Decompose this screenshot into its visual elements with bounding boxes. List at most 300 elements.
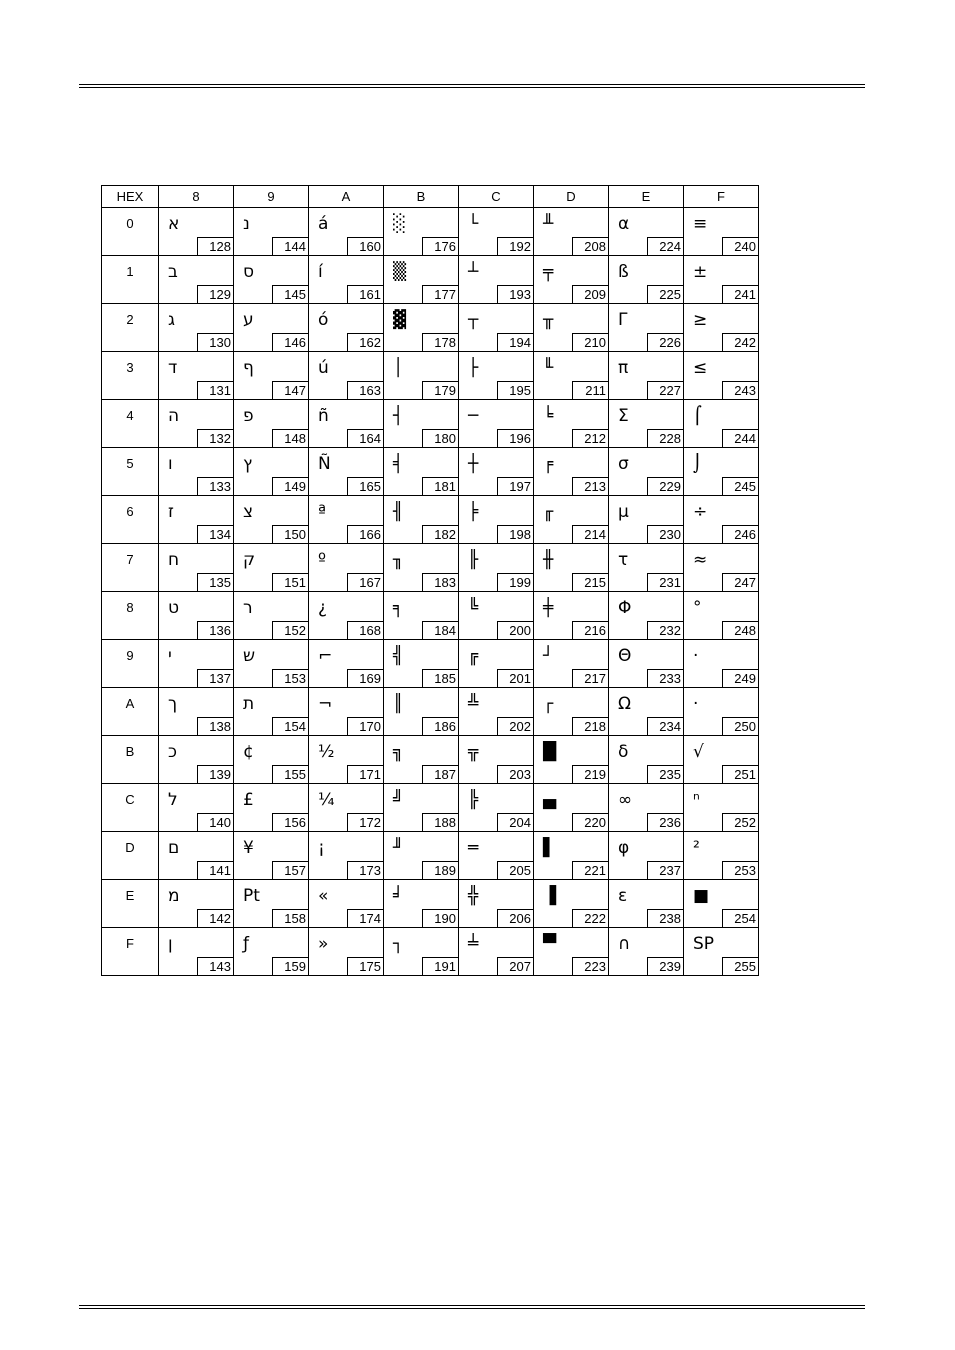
char-cell [459,256,534,304]
char-code: 176 [422,237,459,256]
char-cell [534,208,609,256]
char-symbol: ° [693,598,702,618]
table-row [102,496,759,544]
char-cell [384,544,459,592]
char-code: 255 [722,957,759,976]
char-cell [384,304,459,352]
char-code: 213 [572,477,609,496]
char-cell [159,640,234,688]
row-hex-text: F [126,936,134,951]
char-cell [459,208,534,256]
char-symbol: Σ [618,406,629,426]
char-symbol: ó [318,310,329,330]
char-symbol: ┌ [543,694,554,714]
char-symbol: ם [168,838,180,858]
char-symbol: █ [543,742,557,762]
char-code: 251 [722,765,759,784]
char-cell [534,352,609,400]
char-symbol: µ [618,502,629,522]
table-row [102,400,759,448]
char-symbol: ε [618,886,628,906]
char-symbol: א [168,214,180,234]
char-symbol: ├ [468,358,479,378]
char-code: 225 [647,285,684,304]
row-hex-label [102,256,159,304]
char-symbol: Pt [243,886,260,906]
char-cell [384,736,459,784]
char-code: 216 [572,621,609,640]
char-symbol: ה [168,406,180,426]
char-cell [609,400,684,448]
char-cell [384,880,459,928]
char-code: 129 [197,285,234,304]
char-code: 177 [422,285,459,304]
char-symbol: ף [243,358,254,378]
char-cell [384,208,459,256]
char-code: 226 [647,333,684,352]
char-cell [234,544,309,592]
row-hex-text: D [125,840,135,855]
char-code: 151 [272,573,309,592]
char-cell [234,736,309,784]
char-cell [459,688,534,736]
char-symbol: ╟ [468,550,479,570]
char-cell [609,592,684,640]
char-code: 242 [722,333,759,352]
char-cell [609,640,684,688]
char-symbol: ב [168,262,178,282]
char-code: 165 [347,477,384,496]
char-cell [159,304,234,352]
char-code: 189 [422,861,459,880]
char-cell [234,784,309,832]
char-symbol: ╨ [543,214,554,234]
char-code: 144 [272,237,309,256]
char-code: 192 [497,237,534,256]
table-row [102,448,759,496]
char-cell [159,352,234,400]
char-symbol: ± [693,262,708,282]
row-hex-label [102,208,159,256]
char-code: 210 [572,333,609,352]
char-cell [609,208,684,256]
char-cell [684,688,759,736]
char-symbol: כ [168,742,177,762]
char-cell [459,832,534,880]
char-cell [384,640,459,688]
row-hex-text: 8 [126,600,134,615]
row-hex-label [102,784,159,832]
char-symbol: √ [693,742,704,762]
char-symbol: ½ [318,742,335,762]
char-symbol: ¬ [318,694,333,714]
char-cell [459,400,534,448]
char-symbol: Γ [618,310,628,330]
header-col: A [309,186,384,208]
row-hex-text: 5 [126,456,134,471]
table-row [102,784,759,832]
char-symbol: ╫ [543,550,554,570]
char-cell [684,592,759,640]
char-cell [609,544,684,592]
char-code: 204 [497,813,534,832]
row-hex-label [102,736,159,784]
char-code: 250 [722,717,759,736]
char-symbol: ∞ [618,790,633,810]
char-symbol: ú [318,358,329,378]
char-code: 208 [572,237,609,256]
char-code: 194 [497,333,534,352]
char-symbol: í [318,262,323,282]
char-code: 230 [647,525,684,544]
char-symbol: ▓ [393,310,407,330]
char-symbol: ▌ [543,838,557,858]
char-cell [609,304,684,352]
char-symbol: ≤ [693,358,708,378]
char-code: 205 [497,861,534,880]
char-symbol: ╬ [468,886,479,906]
char-cell [684,544,759,592]
char-symbol: ╡ [393,454,404,474]
char-cell [684,256,759,304]
char-symbol: ד [168,358,178,378]
char-symbol: נ [243,214,250,234]
char-cell [309,832,384,880]
char-cell [534,400,609,448]
char-cell [534,256,609,304]
char-cell [159,496,234,544]
char-cell [609,352,684,400]
char-cell [459,640,534,688]
char-cell [609,688,684,736]
char-code: 139 [197,765,234,784]
table-row [102,592,759,640]
char-cell [534,448,609,496]
char-code: 142 [197,909,234,928]
char-symbol: ⌠ [693,406,702,426]
char-symbol: └ [468,214,479,234]
row-hex-label [102,304,159,352]
char-code: 239 [647,957,684,976]
header-col: C [459,186,534,208]
row-hex-label [102,832,159,880]
char-code: 254 [722,909,759,928]
char-symbol: ╛ [393,886,404,906]
footer-rule [79,1305,865,1309]
char-code: 140 [197,813,234,832]
char-cell [234,448,309,496]
char-code: 167 [347,573,384,592]
row-hex-text: B [125,744,135,759]
char-code: 131 [197,381,234,400]
char-cell [609,448,684,496]
char-symbol: צ [243,502,254,522]
char-symbol: ╕ [393,598,404,618]
header-col: F [684,186,759,208]
char-code: 150 [272,525,309,544]
row-hex-text: 2 [126,312,134,327]
header-rule [79,84,865,88]
char-cell [684,208,759,256]
char-code: 133 [197,477,234,496]
table-row [102,736,759,784]
char-code: 158 [272,909,309,928]
char-cell [459,880,534,928]
char-code: 164 [347,429,384,448]
char-code: 201 [497,669,534,688]
char-cell [234,688,309,736]
header-col: 8 [159,186,234,208]
char-cell [159,880,234,928]
char-code: 193 [497,285,534,304]
char-symbol: ╒ [543,454,554,474]
char-code: 166 [347,525,384,544]
char-symbol: α [618,214,630,234]
char-cell [534,784,609,832]
char-symbol: ╪ [543,598,554,618]
char-cell [384,832,459,880]
row-hex-label [102,448,159,496]
char-code: 135 [197,573,234,592]
char-code: 220 [572,813,609,832]
char-symbol: ╘ [543,406,554,426]
char-code: 175 [347,957,384,976]
row-hex-text: 4 [126,408,134,423]
char-cell [609,736,684,784]
char-code: 228 [647,429,684,448]
char-symbol: σ [618,454,629,474]
char-cell [309,736,384,784]
char-code: 190 [422,909,459,928]
char-code: 191 [422,957,459,976]
char-cell [459,928,534,976]
char-symbol: ז [168,502,174,522]
char-symbol: ץ [243,454,253,474]
char-code: 243 [722,381,759,400]
char-symbol: δ [618,742,629,762]
char-code: 163 [347,381,384,400]
char-cell [159,832,234,880]
char-code: 234 [647,717,684,736]
char-code: 212 [572,429,609,448]
char-cell [684,352,759,400]
char-symbol: ╞ [468,502,479,522]
char-code: 214 [572,525,609,544]
char-cell [534,880,609,928]
char-code: 188 [422,813,459,832]
char-code: 148 [272,429,309,448]
char-symbol: ╩ [468,694,479,714]
row-hex-label [102,400,159,448]
char-cell [234,880,309,928]
char-code: 181 [422,477,459,496]
char-symbol: ╙ [543,358,554,378]
char-symbol: φ [618,838,630,858]
char-cell [459,736,534,784]
char-cell [459,304,534,352]
char-symbol: ░ [393,214,407,234]
char-symbol: ר [243,598,253,618]
char-code: 137 [197,669,234,688]
header-hex: HEX [102,186,159,208]
char-symbol: ß [618,262,629,282]
char-code: 218 [572,717,609,736]
char-symbol: ┼ [468,454,479,474]
char-cell [534,736,609,784]
char-cell [684,880,759,928]
char-cell [684,784,759,832]
char-cell [534,640,609,688]
char-symbol: ╧ [468,934,479,954]
char-symbol: ▒ [393,262,407,282]
char-symbol: ש [243,646,256,666]
char-code: 253 [722,861,759,880]
char-symbol: ╔ [468,646,479,666]
row-hex-label [102,352,159,400]
char-cell [684,640,759,688]
char-code: 195 [497,381,534,400]
char-code: 172 [347,813,384,832]
char-code: 185 [422,669,459,688]
char-code: 138 [197,717,234,736]
char-cell [234,352,309,400]
row-hex-label [102,544,159,592]
char-symbol: ע [243,310,254,330]
char-symbol: º [318,550,327,570]
char-code: 157 [272,861,309,880]
char-symbol: ¥ [243,838,254,858]
table-body [102,208,759,976]
char-symbol: Ω [618,694,631,714]
char-code: 160 [347,237,384,256]
char-cell [309,688,384,736]
char-code: 235 [647,765,684,784]
char-cell [384,784,459,832]
char-code: 245 [722,477,759,496]
char-cell [609,784,684,832]
char-cell [309,496,384,544]
char-symbol: ┘ [543,646,554,666]
char-cell [534,544,609,592]
char-cell [684,496,759,544]
char-symbol: ║ [393,694,404,714]
char-cell [309,880,384,928]
char-symbol: ª [318,502,327,522]
row-hex-text: 0 [126,216,134,231]
char-symbol: ך [168,694,178,714]
char-symbol: │ [393,358,404,378]
char-cell [684,928,759,976]
char-symbol: ╝ [393,790,404,810]
row-hex-text: 7 [126,552,134,567]
char-cell [609,880,684,928]
char-cell [534,592,609,640]
table-row [102,640,759,688]
char-cell [684,832,759,880]
char-symbol: Φ [618,598,632,618]
char-code: 162 [347,333,384,352]
char-symbol: ┐ [393,934,404,954]
char-code: 252 [722,813,759,832]
char-symbol: ו [168,454,173,474]
char-cell [309,448,384,496]
char-code: 153 [272,669,309,688]
char-code: 184 [422,621,459,640]
char-code: 156 [272,813,309,832]
char-code: 215 [572,573,609,592]
char-code: 136 [197,621,234,640]
char-symbol: ╦ [468,742,479,762]
char-symbol: פ [243,406,254,426]
char-code: 200 [497,621,534,640]
char-symbol: ט [168,598,180,618]
char-symbol: ╓ [543,502,554,522]
char-cell [609,832,684,880]
char-code: 170 [347,717,384,736]
char-symbol: ═ [468,838,479,858]
table-row [102,928,759,976]
char-cell [234,256,309,304]
char-cell [309,544,384,592]
char-symbol: Θ [618,646,632,666]
char-code: 249 [722,669,759,688]
char-symbol: י [168,646,172,666]
char-code: 132 [197,429,234,448]
char-symbol: π [618,358,629,378]
char-symbol: ג [168,310,176,330]
table-row [102,544,759,592]
char-cell [384,688,459,736]
char-symbol: ² [693,838,700,858]
char-cell [684,736,759,784]
char-cell [234,496,309,544]
char-code: 236 [647,813,684,832]
table-row [102,352,759,400]
char-cell [159,928,234,976]
row-hex-text: 3 [126,360,134,375]
char-cell [459,592,534,640]
char-code: 161 [347,285,384,304]
char-code: 229 [647,477,684,496]
char-cell [459,544,534,592]
char-symbol: ▐ [543,886,557,906]
char-cell [159,208,234,256]
char-code: 159 [272,957,309,976]
char-cell [384,592,459,640]
char-symbol: ╢ [393,502,404,522]
char-code: 187 [422,765,459,784]
table-row [102,688,759,736]
char-cell [384,400,459,448]
row-hex-label [102,688,159,736]
table-row [102,880,759,928]
char-cell [234,400,309,448]
char-code: 174 [347,909,384,928]
char-symbol: £ [243,790,254,810]
char-code: 221 [572,861,609,880]
char-cell [384,496,459,544]
char-cell [534,496,609,544]
char-cell [609,256,684,304]
char-code: 238 [647,909,684,928]
char-cell [309,304,384,352]
header-col: B [384,186,459,208]
table-row [102,208,759,256]
char-code: 146 [272,333,309,352]
header-col: D [534,186,609,208]
char-code: 224 [647,237,684,256]
char-symbol: ╗ [393,742,404,762]
